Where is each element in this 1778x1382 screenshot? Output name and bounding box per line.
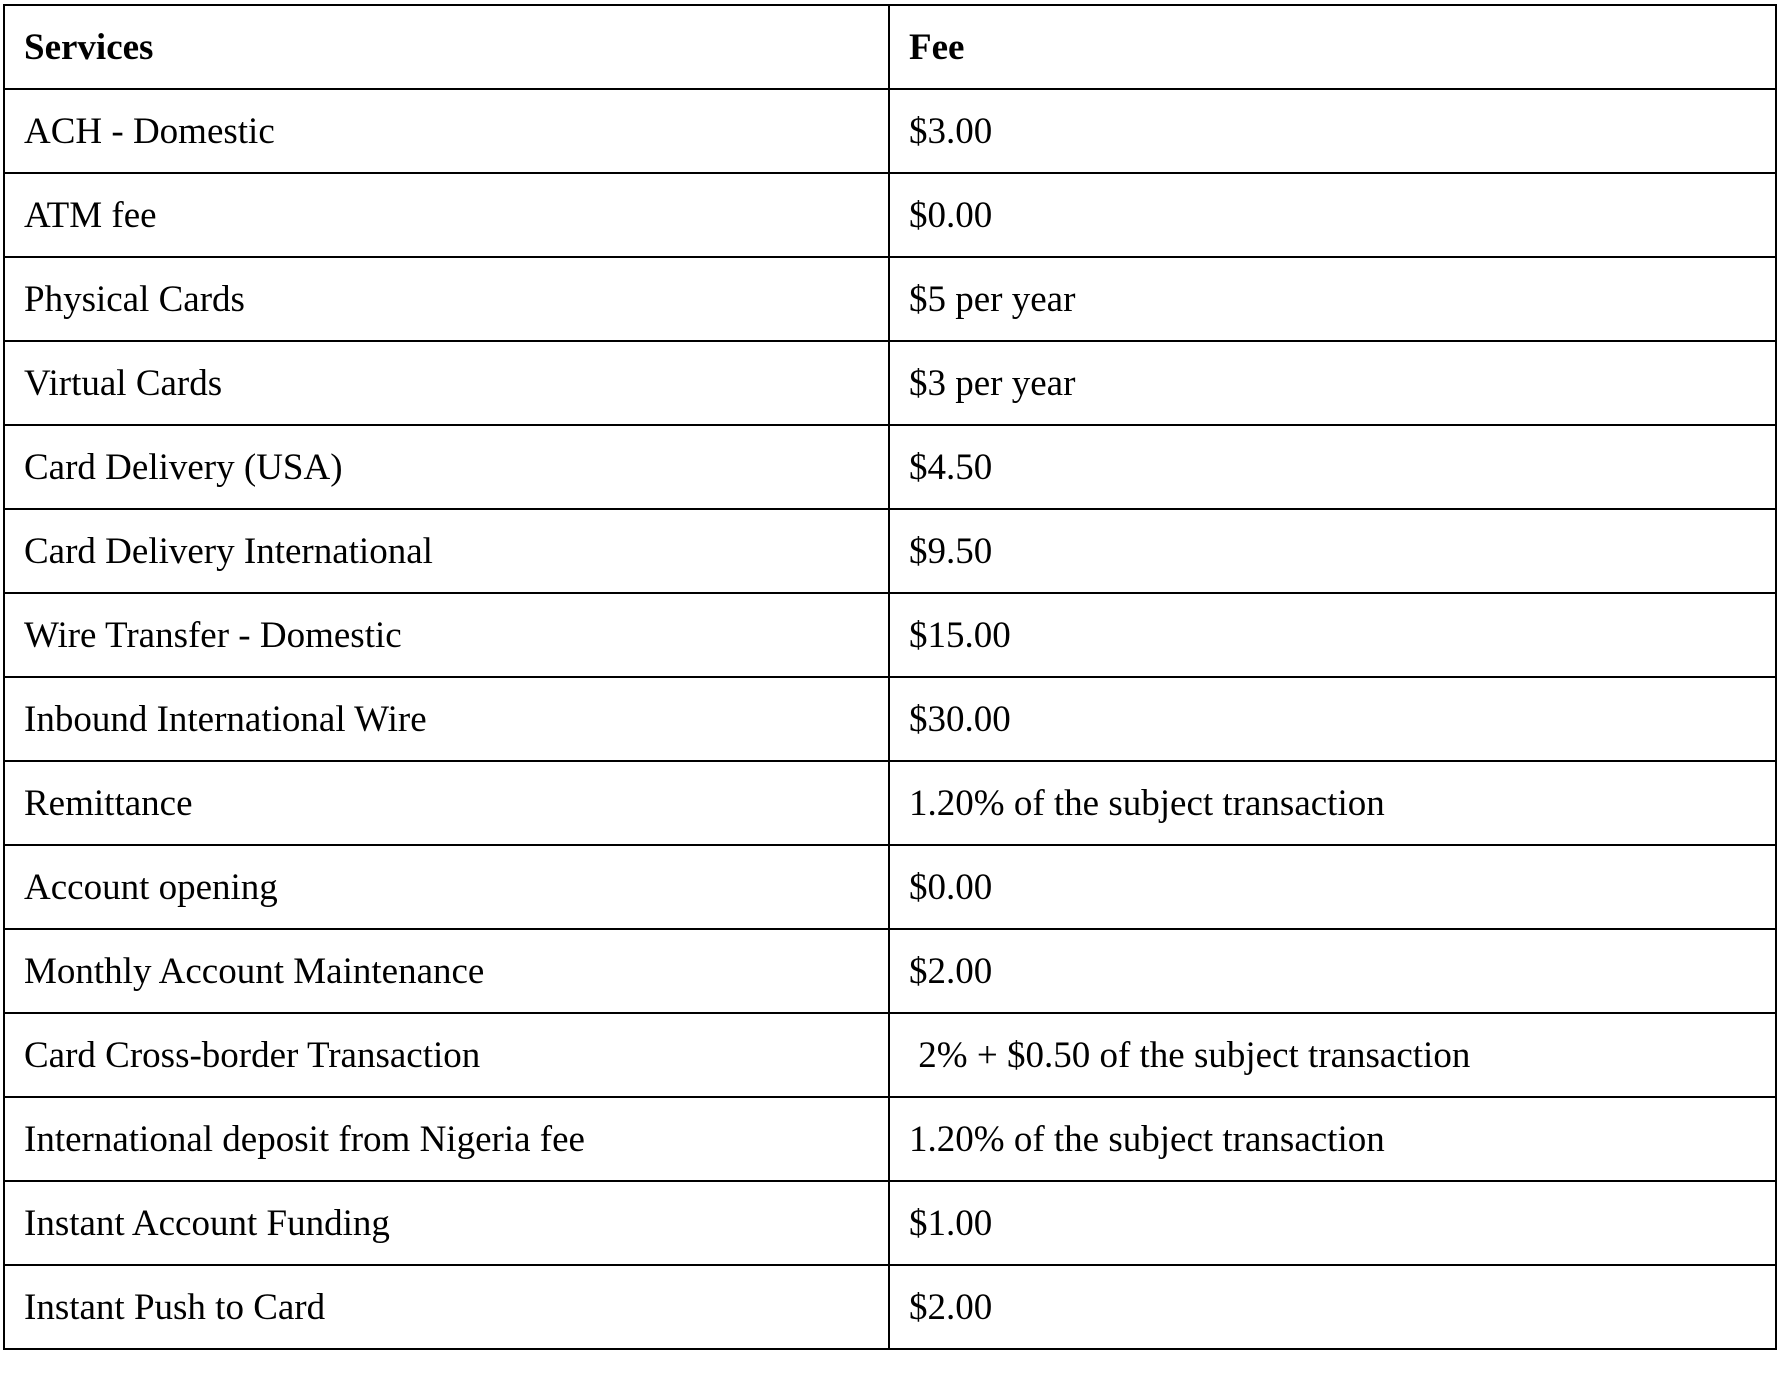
service-cell: Instant Push to Card (4, 1265, 889, 1349)
fee-cell: $30.00 (889, 677, 1776, 761)
fee-cell: $15.00 (889, 593, 1776, 677)
table-row (4, 1181, 1776, 1265)
fee-cell: $2.00 (889, 929, 1776, 1013)
table-row (4, 845, 1776, 929)
table-row (4, 509, 1776, 593)
table-row (4, 593, 1776, 677)
table-row (4, 173, 1776, 257)
service-cell: International deposit from Nigeria fee (4, 1097, 889, 1181)
service-cell: Remittance (4, 761, 889, 845)
service-cell: Account opening (4, 845, 889, 929)
fee-cell: $0.00 (889, 845, 1776, 929)
table-row (4, 425, 1776, 509)
service-cell: Instant Account Funding (4, 1181, 889, 1265)
fee-cell: $0.00 (889, 173, 1776, 257)
fee-cell: $4.50 (889, 425, 1776, 509)
column-header-services: Services (4, 5, 889, 89)
fee-cell: $9.50 (889, 509, 1776, 593)
service-cell: Monthly Account Maintenance (4, 929, 889, 1013)
fee-cell: $1.00 (889, 1181, 1776, 1265)
fee-cell: 1.20% of the subject transaction (889, 1097, 1776, 1181)
fee-cell: $3.00 (889, 89, 1776, 173)
service-cell: Card Cross-border Transaction (4, 1013, 889, 1097)
table-row (4, 1265, 1776, 1349)
table-row (4, 761, 1776, 845)
table-header-row (4, 5, 1776, 89)
table-row (4, 257, 1776, 341)
fee-cell: $3 per year (889, 341, 1776, 425)
service-cell: Card Delivery International (4, 509, 889, 593)
table-row (4, 1097, 1776, 1181)
service-cell: Wire Transfer - Domestic (4, 593, 889, 677)
table-row (4, 929, 1776, 1013)
service-cell: Physical Cards (4, 257, 889, 341)
service-cell: ACH - Domestic (4, 89, 889, 173)
service-cell: ATM fee (4, 173, 889, 257)
table-row (4, 1013, 1776, 1097)
table-row (4, 89, 1776, 173)
service-cell: Card Delivery (USA) (4, 425, 889, 509)
table-row (4, 677, 1776, 761)
service-cell: Virtual Cards (4, 341, 889, 425)
fee-table (3, 4, 1777, 1350)
table-row (4, 341, 1776, 425)
fee-cell: 1.20% of the subject transaction (889, 761, 1776, 845)
fee-cell: $5 per year (889, 257, 1776, 341)
fee-cell: 2% + $0.50 of the subject transaction (889, 1013, 1776, 1097)
column-header-fee: Fee (889, 5, 1776, 89)
fee-cell: $2.00 (889, 1265, 1776, 1349)
service-cell: Inbound International Wire (4, 677, 889, 761)
